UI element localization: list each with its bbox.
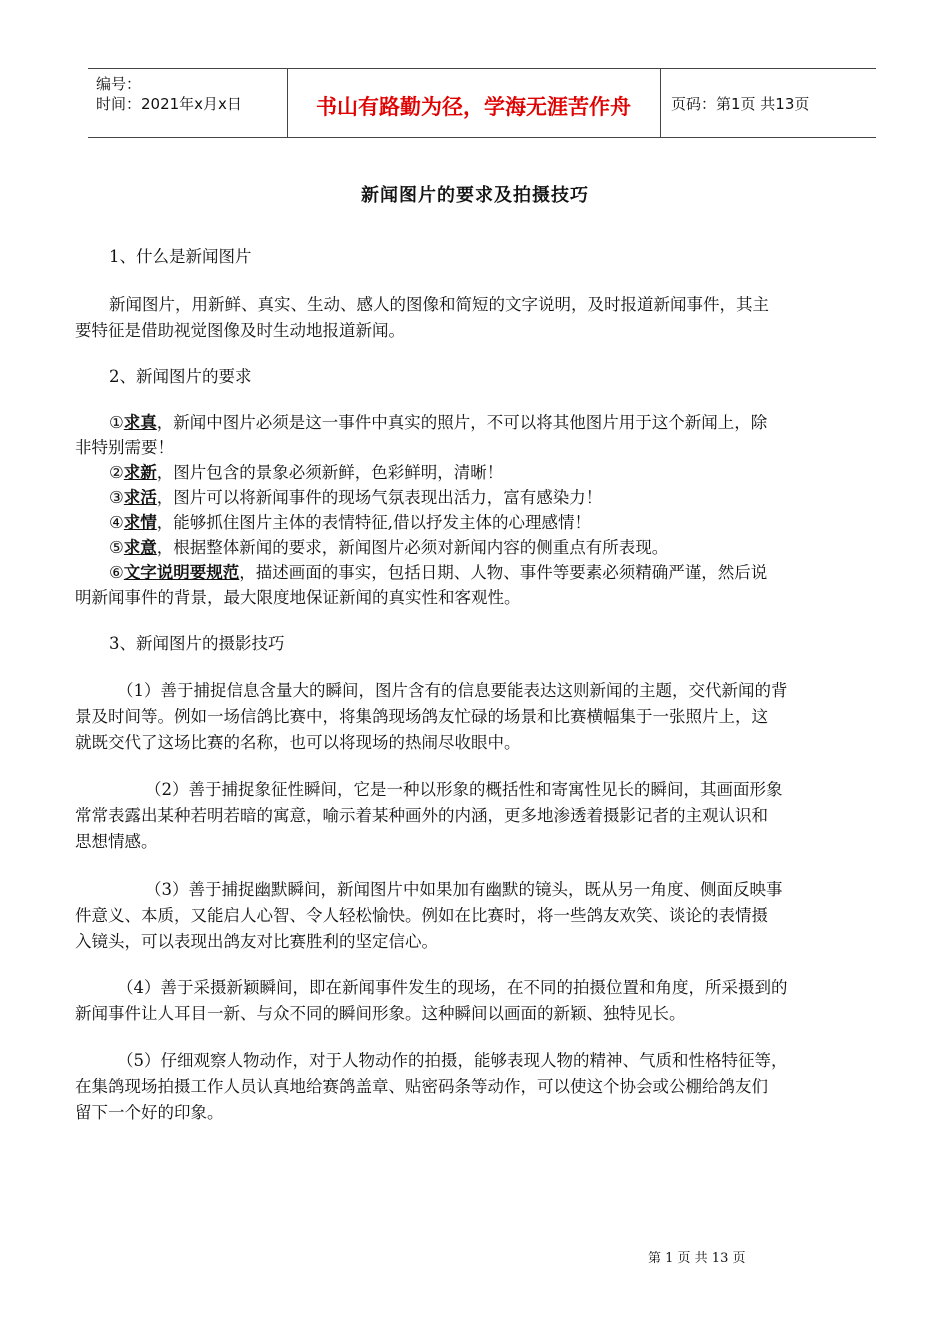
time-label: 时间：2021年x月x日 (96, 95, 242, 113)
requirement-item (109, 459, 503, 483)
paragraph-line: （1）善于捕捉信息含量大的瞬间，图片含有的信息要能表达这则新闻的主题，交代新闻的背 (117, 681, 788, 700)
header-info-cell (88, 69, 288, 137)
requirement-item (109, 509, 591, 533)
paragraph-line: 就既交代了这场比赛的名称，也可以将现场的热闹尽收眼中。 (75, 733, 521, 752)
paragraph-line: （5）仔细观察人物动作，对于人物动作的拍摄，能够表现人物的精神、气质和性格特征等， (117, 1051, 788, 1070)
item-keyword: 求活 (123, 488, 157, 507)
item-keyword: 求情 (123, 513, 157, 532)
number-label: 编号： (96, 75, 142, 93)
paragraph-line: 常常表露出某种若明若暗的寓意，喻示着某种画外的内涵，更多地渗透着摄影记者的主观认识和 (75, 806, 768, 825)
paragraph-line: （4）善于采摄新颖瞬间，即在新闻事件发生的现场，在不同的拍摄位置和角度，所采摄到的 (117, 978, 788, 997)
requirement-item (109, 559, 767, 583)
item-number: ② (109, 463, 124, 482)
paragraph-line: （2）善于捕捉象征性瞬间，它是一种以形象的概括性和寄寓性见长的瞬间，其画面形象 (145, 780, 783, 799)
item-number: ⑤ (109, 538, 124, 557)
requirement-item (109, 484, 602, 508)
item-keyword: 文字说明要规范 (123, 563, 240, 582)
item-text: ，图片包含的景象必须新鲜，色彩鲜明，清晰！ (156, 463, 504, 482)
section-2-heading: 2、新闻图片的要求 (109, 367, 252, 386)
item-number: ① (109, 413, 124, 432)
item-number: ④ (109, 513, 124, 532)
paragraph-line: 明新闻事件的背景，最大限度地保证新闻的真实性和客观性。 (75, 588, 521, 607)
section-3-heading: 3、新闻图片的摄影技巧 (109, 634, 285, 653)
item-text: ，图片可以将新闻事件的现场气氛表现出活力，富有感染力！ (156, 488, 603, 507)
page-code: 页码：第1页 共13页 (671, 95, 810, 113)
item-keyword: 求意 (123, 538, 157, 557)
header-page-cell (661, 69, 876, 137)
paragraph-line: 在集鸽现场拍摄工作人员认真地给赛鸽盖章、贴密码条等动作，可以使这个协会或公棚给鸽友们 (75, 1077, 768, 1096)
motto-text: 书山有路勤为径，学海无涯苦作舟 (316, 95, 631, 119)
document-header-table (88, 68, 876, 138)
page-footer: 第 1 页 共 13 页 (648, 1251, 746, 1266)
requirement-item (109, 409, 767, 433)
item-text: ，能够抓住图片主体的表情特征,借以抒发主体的心理感情！ (156, 513, 592, 532)
item-number: ③ (109, 488, 124, 507)
paragraph-line: 件意义、本质，又能启人心智、令人轻松愉快。例如在比赛时，将一些鸽友欢笑、谈论的表情摄 (75, 906, 768, 925)
document-title: 新闻图片的要求及拍摄技巧 (361, 185, 589, 206)
paragraph-line: 思想情感。 (75, 832, 158, 851)
section-1-heading: 1、什么是新闻图片 (109, 247, 252, 266)
paragraph-line: 新闻图片，用新鲜、真实、生动、感人的图像和简短的文字说明，及时报道新闻事件，其主 (109, 295, 769, 314)
paragraph-line: 非特别需要！ (75, 438, 174, 457)
header-motto-cell (287, 69, 661, 137)
item-text: ，根据整体新闻的要求，新闻图片必须对新闻内容的侧重点有所表现。 (156, 538, 669, 557)
paragraph-line: （3）善于捕捉幽默瞬间，新闻图片中如果加有幽默的镜头，既从另一角度、侧面反映事 (145, 880, 783, 899)
requirement-item (109, 534, 668, 558)
paragraph-line: 入镜头，可以表现出鸽友对比赛胜利的坚定信心。 (75, 932, 438, 951)
paragraph-line: 新闻事件让人耳目一新、与众不同的瞬间形象。这种瞬间以画面的新颖、独特见长。 (75, 1004, 686, 1023)
paragraph-line: 要特征是借助视觉图像及时生动地报道新闻。 (75, 321, 405, 340)
item-keyword: 求真 (123, 413, 157, 432)
item-text: ，新闻中图片必须是这一事件中真实的照片，不可以将其他图片用于这个新闻上，除 (156, 413, 768, 432)
item-text: ，描述画面的事实，包括日期、人物、事件等要素必须精确严谨，然后说 (239, 563, 768, 582)
item-number: ⑥ (109, 563, 124, 582)
paragraph-line: 留下一个好的印象。 (75, 1103, 224, 1122)
paragraph-line: 景及时间等。例如一场信鸽比赛中，将集鸽现场鸽友忙碌的场景和比赛横幅集于一张照片上，这 (75, 707, 768, 726)
item-keyword: 求新 (123, 463, 157, 482)
